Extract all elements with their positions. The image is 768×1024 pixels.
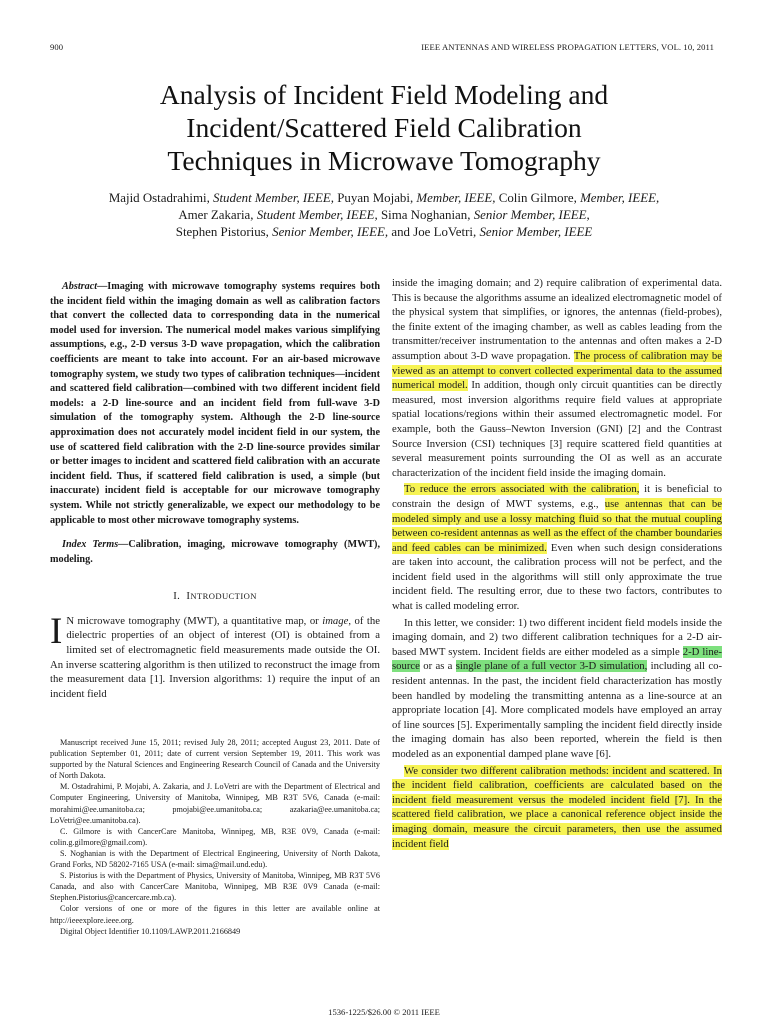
author-name: Puyan Mojabi, [337,191,414,205]
body-text: In addition, though only circuit quantities can be directly measured, most inversion algorithms require field values at appropriate spatial locations/regions within their assumed electromagnetic model. For example, both the Gauss–Newton Inversion (GNI) [2] and the Contrast Source Inversion (CSI) techniques [3] require scattered field quantities at several measurement points surrounding the OI as well as an accurate characterization of the incident field inside the imaging domain. [392,379,722,479]
body-paragraph [392,276,722,480]
body-text: it is beneficial to constrain the design of MWT systems, e.g., [392,483,722,510]
title-line-3: Techniques in Microwave Tomography [167,145,601,176]
section-title-rest: NTRODUCTION [190,591,257,602]
drop-cap: I [50,610,63,652]
section-numeral: I. [173,590,181,603]
author-name: Stephen Pistorius, [175,225,269,239]
intro-paragraph [50,610,380,702]
highlighted-text-green: single plane of a full vector 3-D simulation, [455,660,648,673]
title-line-1: Analysis of Incident Field Modeling and [159,79,609,110]
footnote-color-note: Color versions of one or more of the figures in this letter are available online at http://ieeexplore.ieee.org. [50,904,380,925]
body-text: including all co-resident antennas. In the past, the incident field characterization has mostly been handled by modeling the transmitting antenna as a line-source at an appropriate location [4]. More complicated models have employed an array of line sources [5]. Experimentally sampling the incident field directly inside the imaging domain has also been reported, wherein the field is then modeled as an exponential damped plane wave [6]. [392,660,723,760]
intro-text-b: , of the dielectric properties of an object of interest (OI) is obtained from a limited set of electromagnetic field measurements made outside the OI. An inverse scattering algorithm is then utilized to reconstruct the image from the measurement data [1]. Inversion algorithms: 1) require the input of an incident field [50,614,380,700]
index-terms [50,538,380,567]
highlighted-text-green: 2-D line-source [392,645,722,673]
abstract-label: Abstract [62,281,98,292]
footnote-manuscript: Manuscript received June 15, 2011; revised July 28, 2011; accepted August 23, 2011. Date of publication September 01, 2011; date of current version September 19, 2011. This work was supported by the Natural Sciences and Engineering Research Council of Canada and the University of North Dakota. [50,738,380,781]
body-text: In this letter, we consider: 1) two different incident field models inside the imaging domain, and 2) two different calibration techniques for a 2-D air-based MWT system. Incident fields are either modeled as a simple [392,616,722,658]
body-text: inside the imaging domain; and 2) require calibration of experimental data. This is because the algorithms assume an idealized electromagnetic model of the physical system that simplifies, or ignores, the antennas (field-probes), the finite extent of the imaging chamber, as well as cables leading from the transmitter/receiver instrumentation to the antennas and often makes a 2-D assumption about 3-D wave propagation. [392,277,722,362]
paper-title [40,78,728,177]
author-name: Colin Gilmore, [498,191,577,205]
page-number: 900 [50,42,64,52]
author-name: Sima Noghanian, [380,208,471,222]
abstract [50,280,380,528]
highlighted-text: To reduce the errors associated with the calibration, [404,483,640,496]
index-terms-label: Index Terms [62,539,119,551]
footnote-affiliation: M. Ostadrahimi, P. Mojabi, A. Zakaria, and J. LoVetri are with the Department of Electrical and Computer Engineering, University of Manitoba, Winnipeg, MB R3T 5V6, Canada (e-mail: morahimi@ee.umanitoba.ca; pmojabi@ee.umanitoba.ca; azakaria@ee.umanitoba.ca; LoVetri@ee.umanitoba.ca). [50,782,380,825]
body-text: Even when such design considerations are taken into account, the calibration process will not be perfect, and the incident field used in the algorithms will still only approximate the true incident field. The resulting error, due to these two factors, contributes to what is called modeling error. [392,541,723,613]
author-membership: Student Member, IEEE, [256,208,378,222]
author-name: Joe LoVetri, [413,225,477,239]
highlighted-text: use antennas that can be modeled simply and use a lossy matching fluid so that the mutual coupling between co-resident antennas as well as the effect of the chamber boundaries and feed cables can be minimized. [392,497,722,554]
body-paragraph [392,764,722,852]
right-column [392,276,722,853]
body-text: or as a [419,660,456,673]
footnote-affiliation: S. Noghanian is with the Department of Electrical Engineering, University of North Dakota, Grand Forks, ND 58202-7165 USA (e-mail: sima@mail.und.edu). [50,848,380,870]
author-membership: Senior Member, IEEE [479,225,593,239]
author-name: Amer Zakaria, [178,208,254,222]
body-paragraph [392,482,722,613]
section-title-initial: I [186,590,191,603]
author-membership: Senior Member, IEEE, [473,208,590,222]
title-line-2: Incident/Scattered Field Calibration [186,112,582,143]
body-paragraph [392,616,722,762]
highlighted-text: The process of calibration may be viewed as an attempt to convert collected experimental data to the assumed numerical model. [392,349,722,392]
journal-header: IEEE ANTENNAS AND WIRELESS PROPAGATION LETTERS, VOL. 10, 2011 [421,42,714,52]
author-list [40,190,728,241]
author-membership: Student Member, IEEE, [213,191,335,205]
highlighted-text: We consider two different calibration methods: incident and scattered. In the incident field calibration, coefficients are calculated based on the incident field measurement versus the modeled incident field [7]. In the scattered field calibration, we place a canonical reference object inside the imaging domain, measure the circuit parameters, then use the assumed incident field [392,764,722,850]
footnote-affiliation: C. Gilmore is with CancerCare Manitoba, Winnipeg, MB, R3E 0V9, Canada (e-mail: colin.g.gilmore@gmail.com). [50,826,380,847]
footer-copyright: 1536-1225/$26.00 © 2011 IEEE [328,1007,440,1017]
abstract-text: —Imaging with microwave tomography systems requires both the incident field within the imaging domain as well as calibration factors that convert the collected data to corresponding data in the numerical model used for inversion. The numerical model makes various simplifying assumptions, e.g., 2-D versus 3-D wave propagation, which the calibration coefficients are meant to take into account. For an air-based microwave tomography system, we study two types of calibration techniques—incident and scattered field calibration—combined with two different incident field models: a 2-D line-source and an incident field from full-wave 3-D simulation of the tomography system. Although the 2-D line-source approximation does not accurately model incident field in our system, the use of scattered field calibration with the 2-D line-source provides similar or better images to incident and scattered field calibration with an accurate incident field. Thus, if scattered field calibration is used, a simple (but inaccurate) incident field is acceptable for our microwave tomography system. While not strictly generalizable, we expect our methodology to be applicable to most other microwave tomography systems. [50,281,380,526]
author-membership: Member, IEEE, [580,191,660,205]
left-column [50,280,380,701]
footnote-affiliation: S. Pistorius is with the Department of Physics, University of Manitoba, Winnipeg, MB R3T 5V6 Canada, and also with CancerCare Manitoba, Winnipeg, MB R3E 0V9 Canada (e-mail: Stephen.Pistorius@cancercare.mb.ca). [50,871,380,903]
author-name: Majid Ostadrahimi, [108,191,210,205]
intro-image-word: image [322,614,349,627]
intro-text-a: N microwave tomography (MWT), a quantitative map, or [66,614,323,627]
index-terms-text: —Calibration, imaging, microwave tomography (MWT), modeling. [50,539,380,565]
author-membership: Member, IEEE, [416,191,496,205]
footnote-doi: Digital Object Identifier 10.1109/LAWP.2011.2166849 [60,926,241,936]
author-conjunction: and [391,225,410,239]
author-membership: Senior Member, IEEE, [272,225,389,239]
section-heading-introduction [50,589,380,604]
footnotes [50,737,380,937]
